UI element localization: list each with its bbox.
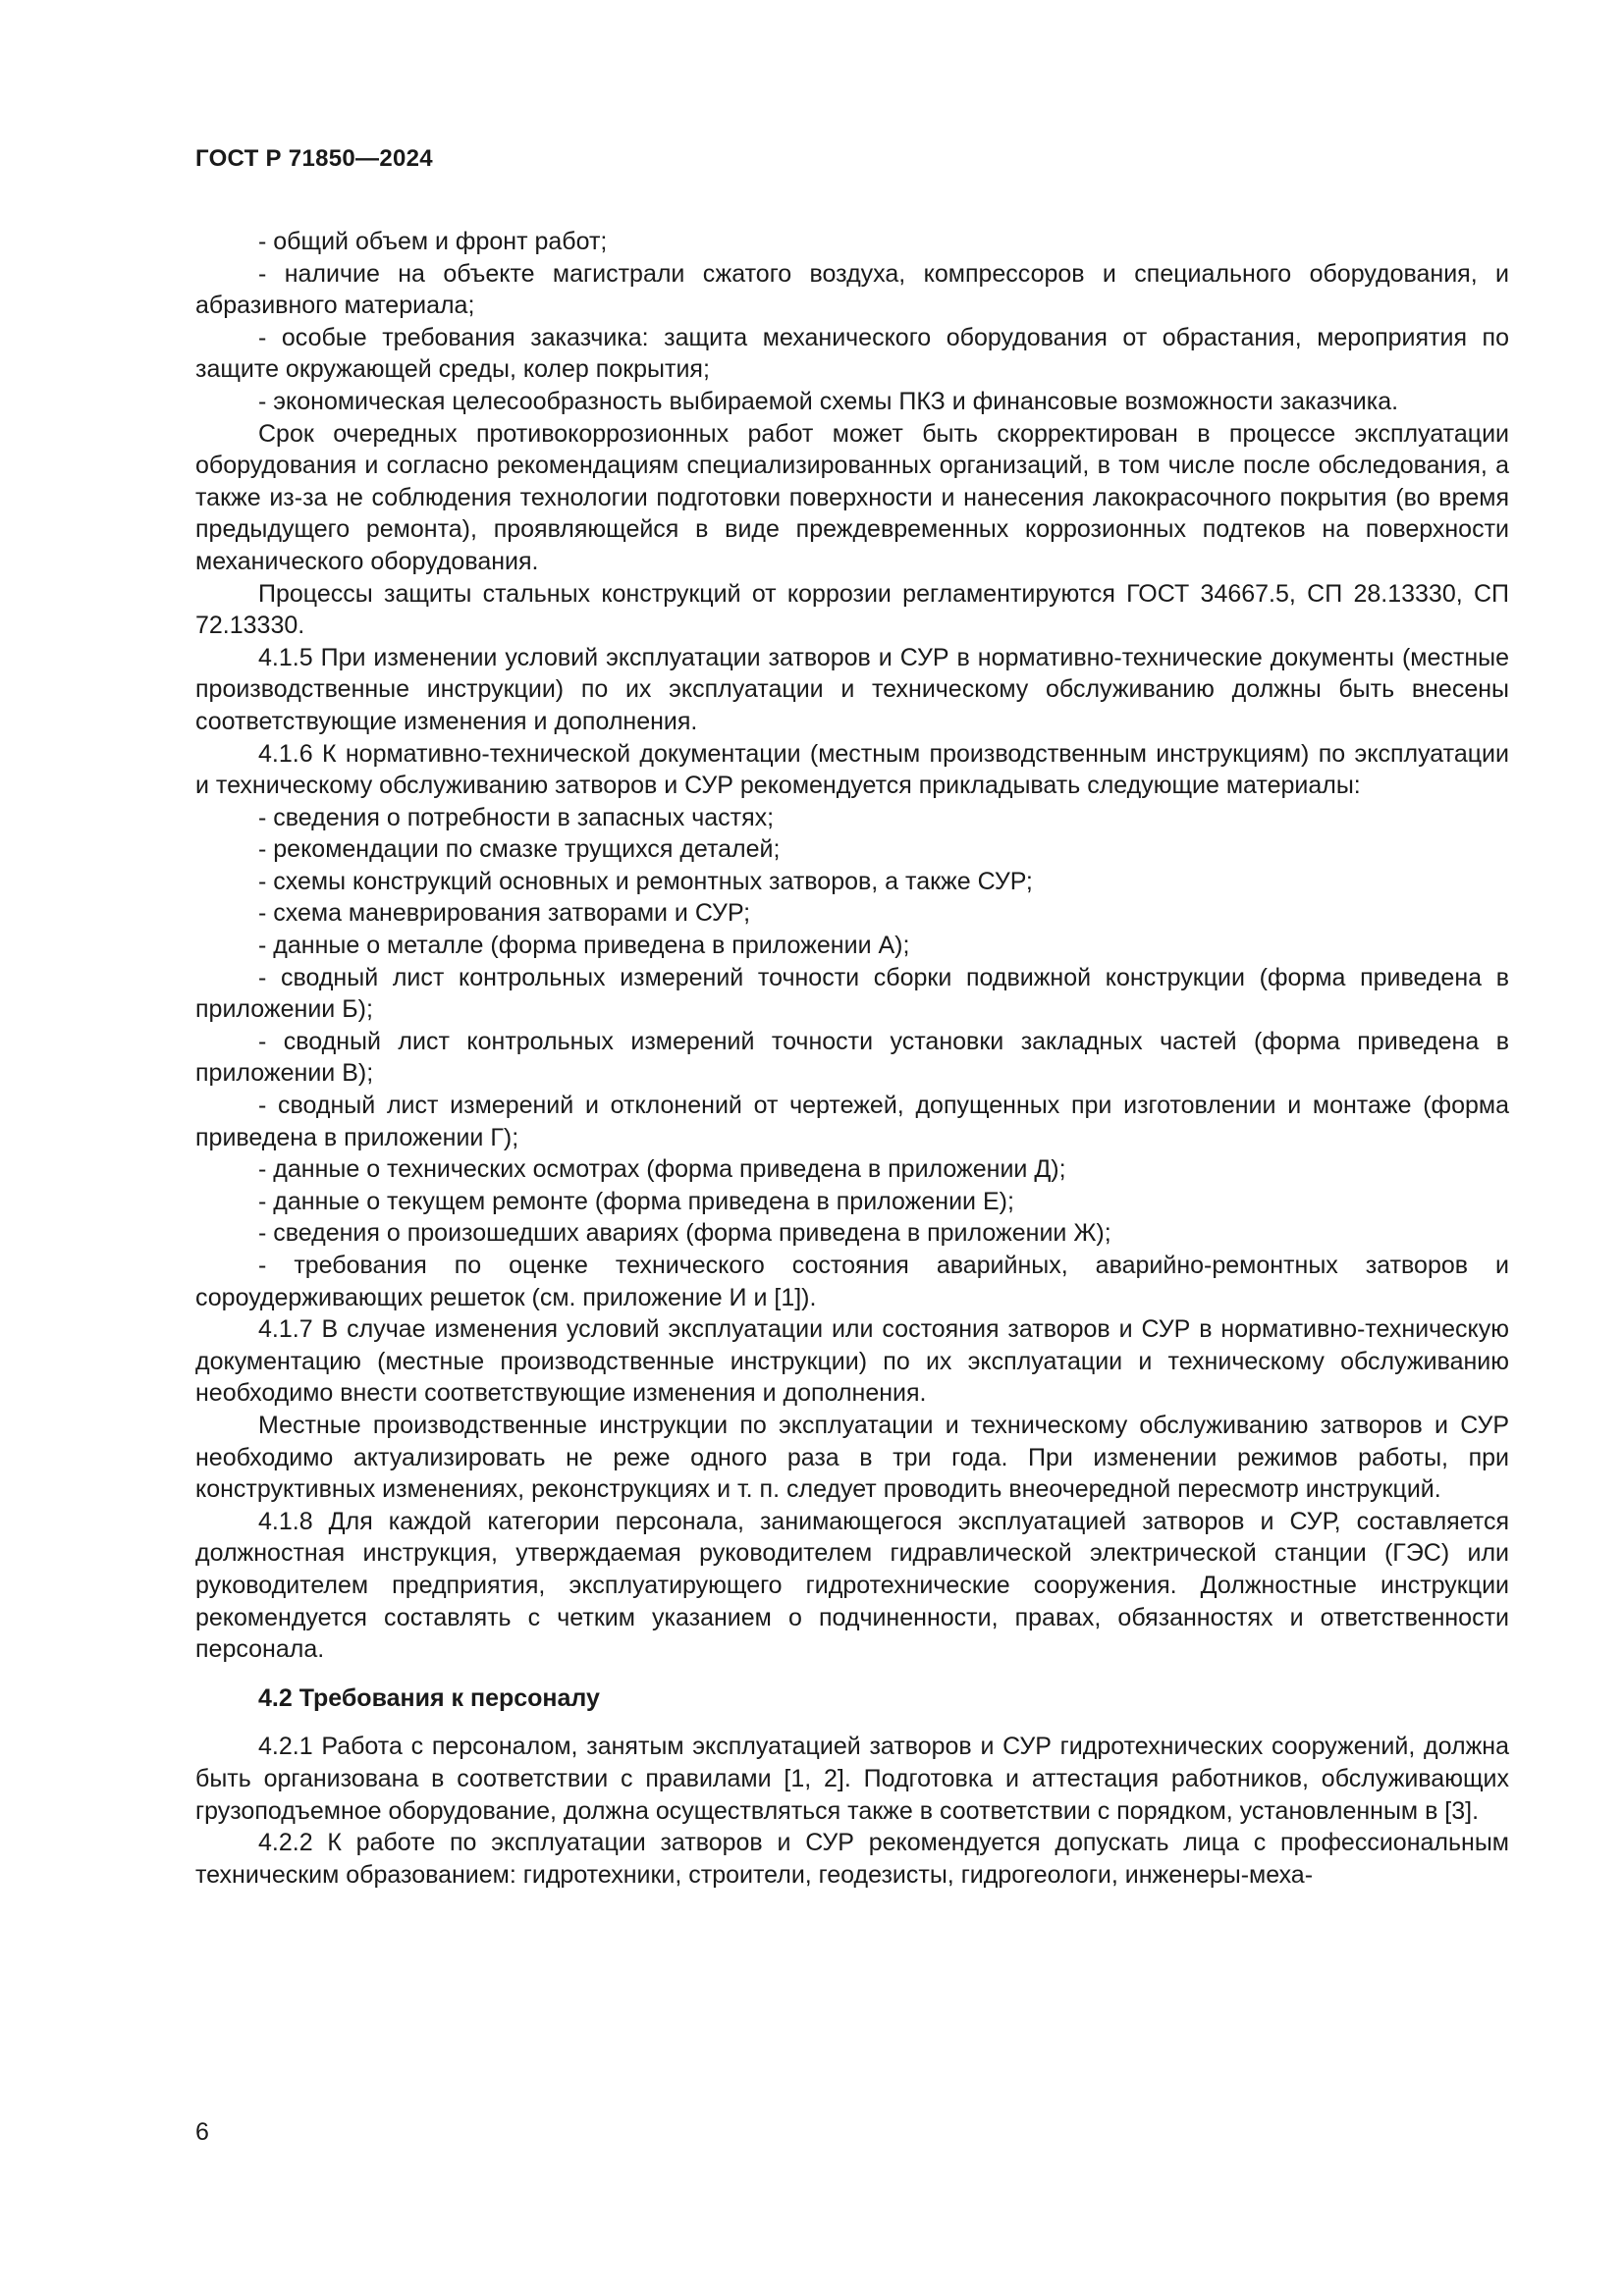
clause-4-2-1: 4.2.1 Работа с персоналом, занятым эксплуатацией затворов и СУР гидротехнических сооружений, должна быть организована в соответствии с правилами [1, 2]. Подготовка и аттестация работников, обслуживающих грузоподъемное оборудование, должна осуществляться также в соответствии с порядком, установленным в [3]. xyxy=(195,1733,1509,1825)
clause-4-2-2: 4.2.2 К работе по эксплуатации затворов и СУР рекомендуется допускать лица с профессиональным техническим образованием: гидротехники, строители, геодезисты, гидрогеологи, инженеры-меха- xyxy=(195,1829,1509,1889)
list-item: - экономическая целесообразность выбираемой схемы ПКЗ и финансовые возможности заказчика. xyxy=(258,387,1399,415)
paragraph: Процессы защиты стальных конструкций от коррозии регламентируются ГОСТ 34667.5, СП 28.13330, СП 72.13330. xyxy=(195,579,1509,640)
paragraph: Срок очередных противокоррозионных работ может быть скорректирован в процессе эксплуатации оборудования и согласно рекомендациям специализированных организаций, в том числе после обследования, а также из-за не соблюдения технологии подготовки поверхности и нанесения лакокрасочного покрытия (во время предыдущего ремонта), проявляющейся в виде преждевременных коррозионных подтеков на поверхности механического оборудования. xyxy=(195,419,1509,575)
body-text xyxy=(195,226,1509,1891)
page-number: 6 xyxy=(195,2118,209,2146)
list-item: - схема маневрирования затворами и СУР; xyxy=(258,899,751,928)
list-item: - сведения о произошедших авариях (форма приведена в приложении Ж); xyxy=(258,1219,1111,1248)
list-item: - общий объем и фронт работ; xyxy=(258,228,608,255)
list-item: - данные о металле (форма приведена в приложении А); xyxy=(258,932,910,960)
clause-4-1-6: 4.1.6 К нормативно-технической документации (местным производственным инструкциям) по эксплуатации и техническому обслуживанию затворов и СУР рекомендуется прикладывать следующие материалы: xyxy=(195,739,1509,800)
standard-code-header: ГОСТ Р 71850—2024 xyxy=(195,145,433,172)
list-item: - сводный лист контрольных измерений точности сборки подвижной конструкции (форма приведена в приложении Б); xyxy=(195,963,1509,1024)
clause-4-1-8: 4.1.8 Для каждой категории персонала, занимающегося эксплуатацией затворов и СУР, составляется должностная инструкция, утверждаемая руководителем гидравлической электрической станции (ГЭС) или руководителем предприятия, эксплуатирующего гидротехнические сооружения. Должностные инструкции рекомендуется составлять с четким указанием о подчиненности, правах, обязанностях и ответственности персонала. xyxy=(195,1507,1509,1664)
list-item: - наличие на объекте магистрали сжатого воздуха, компрессоров и специального оборудования, и абразивного материала; xyxy=(195,259,1509,320)
paragraph: Местные производственные инструкции по эксплуатации и техническому обслуживанию затворов и СУР необходимо актуализировать не реже одного раза в три года. При изменении режимов работы, при конструктивных изменениях, реконструкциях и т. п. следует проводить внеочередной пересмотр инструкций. xyxy=(195,1411,1509,1504)
clause-4-1-5: 4.1.5 При изменении условий эксплуатации затворов и СУР в нормативно-технические документы (местные производственные инструкции) по их эксплуатации и техническому обслуживанию должны быть внесены соответствующие изменения и дополнения. xyxy=(195,643,1509,735)
list-item: - данные о текущем ремонте (форма приведена в приложении Е); xyxy=(258,1187,1014,1215)
list-item: - сводный лист контрольных измерений точности установки закладных частей (форма приведена в приложении В); xyxy=(195,1027,1509,1088)
list-item: - требования по оценке технического состояния аварийных, аварийно-ремонтных затворов и сороудерживающих решеток (см. приложение И и [1]). xyxy=(195,1252,1509,1311)
list-item: - рекомендации по смазке трущихся деталей; xyxy=(258,835,781,864)
list-item: - схемы конструкций основных и ремонтных затворов, а также СУР; xyxy=(258,867,1033,895)
section-heading: 4.2 Требования к персоналу xyxy=(258,1683,600,1712)
list-item: - данные о технических осмотрах (форма приведена в приложении Д); xyxy=(258,1155,1066,1184)
list-item: - особые требования заказчика: защита механического оборудования от обрастания, мероприятия по защите окружающей среды, колер покрытия; xyxy=(195,323,1509,384)
clause-4-1-7: 4.1.7 В случае изменения условий эксплуатации или состояния затворов и СУР в нормативно-техническую документацию (местные производственные инструкции) по их эксплуатации и техническому обслуживанию необходимо внести соответствующие изменения и дополнения. xyxy=(195,1315,1509,1408)
list-item: - сводный лист измерений и отклонений от чертежей, допущенных при изготовлении и монтаже (форма приведена в приложении Г); xyxy=(195,1092,1509,1151)
list-item: - сведения о потребности в запасных частях; xyxy=(258,803,775,831)
